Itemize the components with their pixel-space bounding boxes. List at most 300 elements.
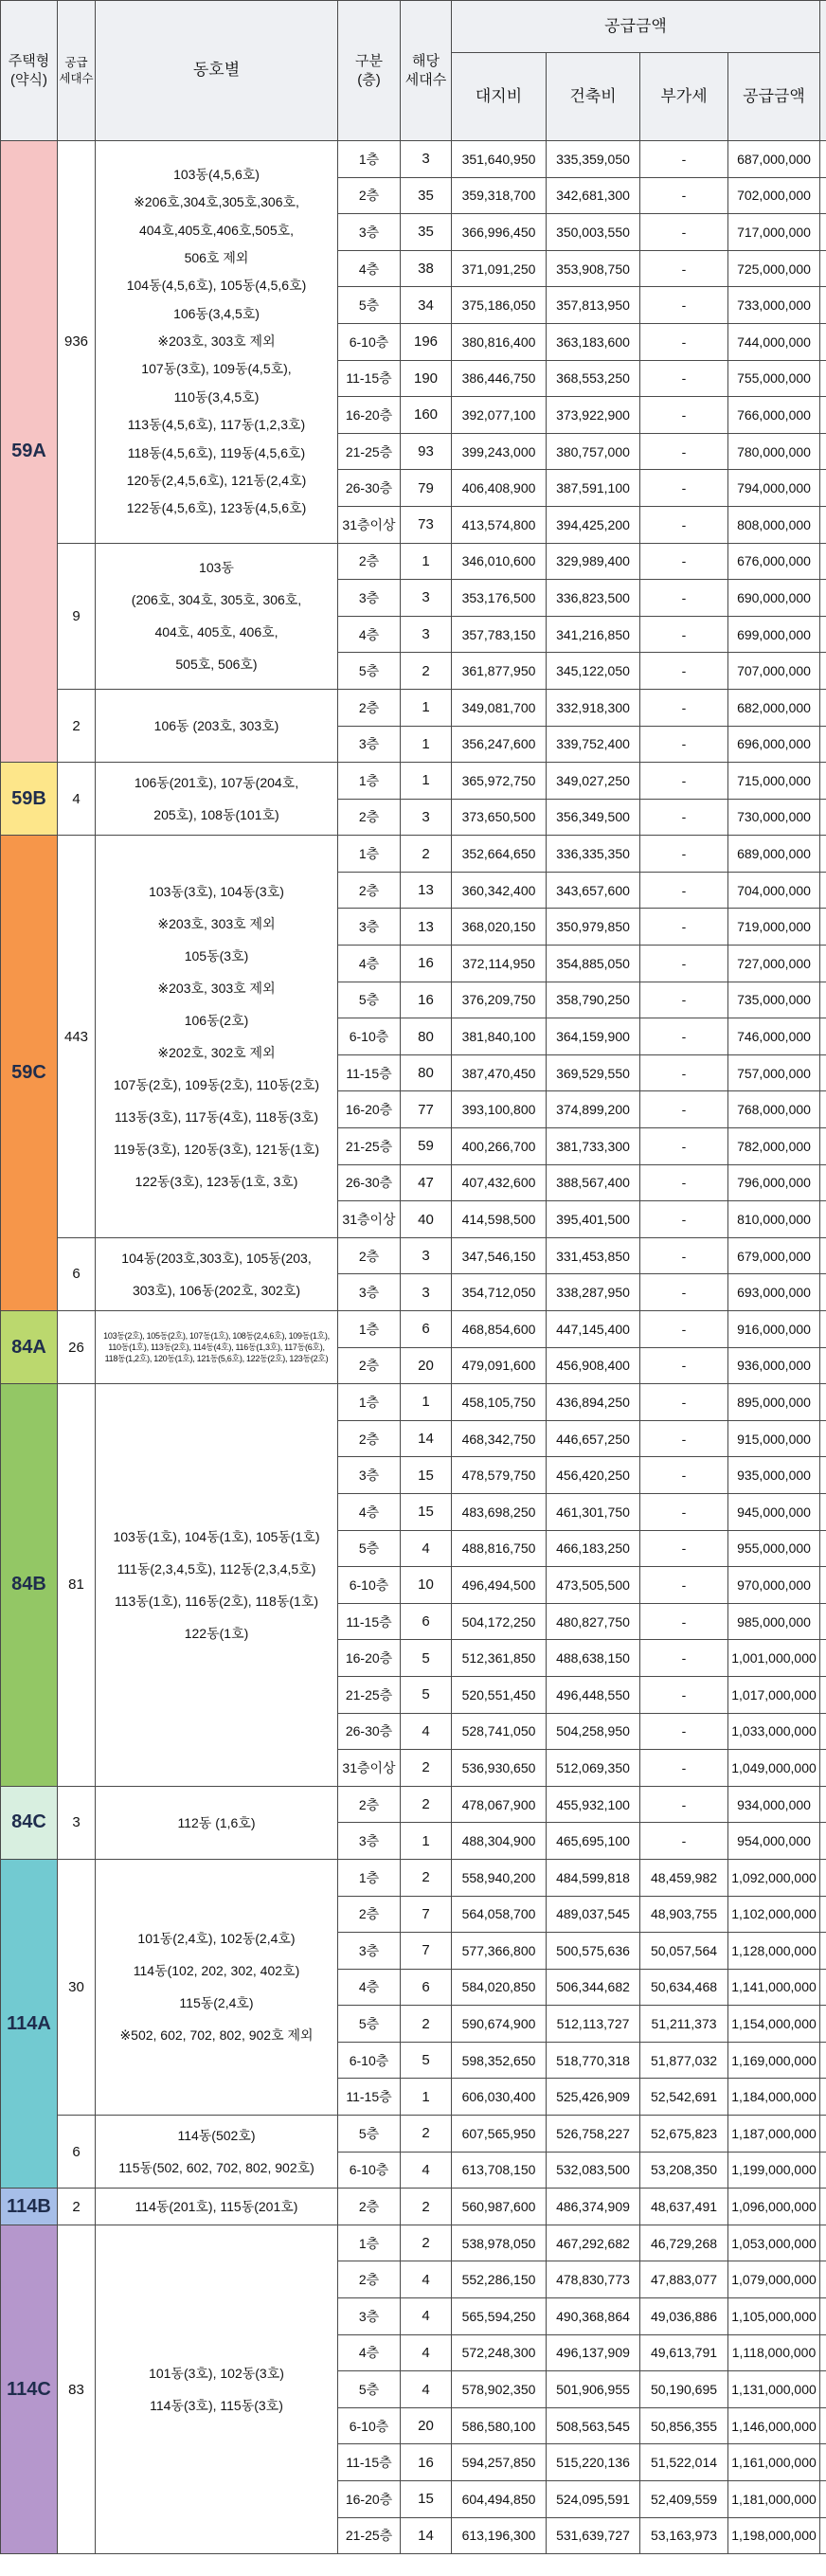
floor-cell: 3층 bbox=[338, 1274, 401, 1311]
supply-count-cell: 3 bbox=[58, 1786, 96, 1859]
unit-count-cell: 2 bbox=[401, 836, 452, 873]
vat-cell: - bbox=[640, 616, 728, 653]
floor-cell: 2층 bbox=[338, 177, 401, 214]
floor-cell: 3층 bbox=[338, 580, 401, 617]
supply-price-cell: 1,154,000,000 bbox=[728, 2006, 820, 2043]
building-cost-cell: 478,830,773 bbox=[547, 2261, 640, 2298]
floor-cell: 11-15층 bbox=[338, 1603, 401, 1640]
supply-price-cell: 687,000,000 bbox=[728, 141, 820, 178]
truncated-column-cell bbox=[820, 653, 826, 690]
land-cost-cell: 564,058,700 bbox=[452, 1896, 547, 1933]
building-units-cell: 103동(2호), 105동(2호), 107동(1호), 108동(2,4,6호), 109동(1호), 110동(1호), 113동(2호), 114동(4호), 116동(1,3호), 117동(6호), 118동(1,2호), 120동(1호), 121동(5,6호), 122동(2호), 123동(2호) bbox=[96, 1311, 338, 1384]
building-cost-cell: 526,758,227 bbox=[547, 2116, 640, 2153]
building-cost-cell: 456,908,400 bbox=[547, 1347, 640, 1384]
supply-price-cell: 1,131,000,000 bbox=[728, 2371, 820, 2408]
floor-cell: 6-10층 bbox=[338, 2152, 401, 2189]
vat-cell: 52,542,691 bbox=[640, 2079, 728, 2116]
land-cost-cell: 488,304,900 bbox=[452, 1823, 547, 1860]
floor-cell: 3층 bbox=[338, 726, 401, 763]
unit-count-cell: 59 bbox=[401, 1128, 452, 1165]
land-cost-cell: 373,650,500 bbox=[452, 799, 547, 836]
building-cost-cell: 532,083,500 bbox=[547, 2152, 640, 2189]
vat-cell: - bbox=[640, 1420, 728, 1457]
truncated-column-cell bbox=[820, 1018, 826, 1055]
truncated-column-cell bbox=[820, 2334, 826, 2371]
table-row bbox=[1, 1311, 826, 1348]
supply-price-cell: 766,000,000 bbox=[728, 397, 820, 434]
land-cost-cell: 578,902,350 bbox=[452, 2371, 547, 2408]
vat-cell: - bbox=[640, 287, 728, 324]
supply-price-cell: 782,000,000 bbox=[728, 1128, 820, 1165]
vat-cell: - bbox=[640, 872, 728, 909]
vat-cell: 51,522,014 bbox=[640, 2444, 728, 2481]
supply-count-cell: 936 bbox=[58, 141, 96, 544]
unit-type-cell: 59A bbox=[1, 141, 58, 763]
unit-count-cell: 1 bbox=[401, 726, 452, 763]
land-cost-cell: 381,840,100 bbox=[452, 1018, 547, 1055]
supply-price-cell: 699,000,000 bbox=[728, 616, 820, 653]
header-supply-price: 공급금액 bbox=[728, 53, 820, 141]
vat-cell: - bbox=[640, 909, 728, 946]
vat-cell: - bbox=[640, 141, 728, 178]
building-cost-cell: 336,823,500 bbox=[547, 580, 640, 617]
supply-price-cell: 934,000,000 bbox=[728, 1786, 820, 1823]
land-cost-cell: 375,186,050 bbox=[452, 287, 547, 324]
supply-price-cell: 727,000,000 bbox=[728, 946, 820, 982]
vat-cell: 53,163,973 bbox=[640, 2517, 728, 2554]
truncated-column-cell bbox=[820, 177, 826, 214]
supply-count-cell: 6 bbox=[58, 2116, 96, 2189]
table-row bbox=[1, 543, 826, 580]
building-cost-cell: 394,425,200 bbox=[547, 506, 640, 543]
truncated-column-cell bbox=[820, 909, 826, 946]
vat-cell: - bbox=[640, 1054, 728, 1091]
unit-count-cell: 47 bbox=[401, 1164, 452, 1201]
land-cost-cell: 468,854,600 bbox=[452, 1311, 547, 1348]
vat-cell: - bbox=[640, 323, 728, 360]
land-cost-cell: 372,114,950 bbox=[452, 946, 547, 982]
truncated-column-cell bbox=[820, 982, 826, 1018]
unit-type-cell: 84A bbox=[1, 1311, 58, 1384]
building-cost-cell: 531,639,727 bbox=[547, 2517, 640, 2554]
floor-cell: 1층 bbox=[338, 763, 401, 800]
floor-cell: 16-20층 bbox=[338, 397, 401, 434]
building-cost-cell: 524,095,591 bbox=[547, 2481, 640, 2518]
building-units-cell: 106동(201호), 107동(204호, 205호), 108동(101호) bbox=[96, 763, 338, 836]
land-cost-cell: 560,987,600 bbox=[452, 2189, 547, 2225]
vat-cell: - bbox=[640, 177, 728, 214]
land-cost-cell: 376,209,750 bbox=[452, 982, 547, 1018]
truncated-column-cell bbox=[820, 1786, 826, 1823]
unit-count-cell: 80 bbox=[401, 1054, 452, 1091]
truncated-column-cell bbox=[820, 287, 826, 324]
vat-cell: - bbox=[640, 653, 728, 690]
truncated-column-cell bbox=[820, 1896, 826, 1933]
vat-cell: - bbox=[640, 1018, 728, 1055]
floor-cell: 26-30층 bbox=[338, 1713, 401, 1750]
building-cost-cell: 335,359,050 bbox=[547, 141, 640, 178]
unit-count-cell: 15 bbox=[401, 1457, 452, 1494]
land-cost-cell: 478,067,900 bbox=[452, 1786, 547, 1823]
unit-count-cell: 5 bbox=[401, 2042, 452, 2079]
table-row bbox=[1, 1859, 826, 1896]
truncated-column-cell bbox=[820, 1823, 826, 1860]
floor-cell: 3층 bbox=[338, 214, 401, 251]
floor-cell: 4층 bbox=[338, 1969, 401, 2006]
land-cost-cell: 347,546,150 bbox=[452, 1237, 547, 1274]
supply-price-cell: 1,092,000,000 bbox=[728, 1859, 820, 1896]
unit-count-cell: 14 bbox=[401, 2517, 452, 2554]
truncated-column-cell bbox=[820, 763, 826, 800]
vat-cell: - bbox=[640, 360, 728, 397]
land-cost-cell: 479,091,600 bbox=[452, 1347, 547, 1384]
land-cost-cell: 496,494,500 bbox=[452, 1567, 547, 1604]
truncated-column-cell bbox=[820, 2079, 826, 2116]
building-units-cell: 114동(201호), 115동(201호) bbox=[96, 2189, 338, 2225]
unit-count-cell: 15 bbox=[401, 2481, 452, 2518]
supply-price-cell: 1,169,000,000 bbox=[728, 2042, 820, 2079]
supply-count-cell: 4 bbox=[58, 763, 96, 836]
building-cost-cell: 332,918,300 bbox=[547, 689, 640, 726]
truncated-column-cell bbox=[820, 1750, 826, 1787]
unit-count-cell: 7 bbox=[401, 1933, 452, 1970]
truncated-column-cell bbox=[820, 506, 826, 543]
floor-cell: 5층 bbox=[338, 287, 401, 324]
supply-price-cell: 735,000,000 bbox=[728, 982, 820, 1018]
vat-cell: - bbox=[640, 1091, 728, 1128]
unit-count-cell: 4 bbox=[401, 2152, 452, 2189]
supply-price-cell: 1,096,000,000 bbox=[728, 2189, 820, 2225]
land-cost-cell: 386,446,750 bbox=[452, 360, 547, 397]
building-cost-cell: 331,453,850 bbox=[547, 1237, 640, 1274]
land-cost-cell: 366,996,450 bbox=[452, 214, 547, 251]
building-units-cell: 103동(3호), 104동(3호) ※203호, 303호 제외 105동(3호) ※203호, 303호 제외 106동(2호) ※202호, 302호 제외 107동(2호), 109동(2호), 110동(2호) 113동(3호), 117동(4호), 118동(3호) 119동(3호), 120동(3호), 121동(1호) 122동(3호), 123동(1호, 3호) bbox=[96, 836, 338, 1238]
table-header bbox=[1, 1, 826, 141]
supply-price-cell: 1,198,000,000 bbox=[728, 2517, 820, 2554]
floor-cell: 6-10층 bbox=[338, 2407, 401, 2444]
table-row bbox=[1, 141, 826, 178]
truncated-column-cell bbox=[820, 1201, 826, 1238]
table-row bbox=[1, 1237, 826, 1274]
building-cost-cell: 364,159,900 bbox=[547, 1018, 640, 1055]
floor-cell: 1층 bbox=[338, 141, 401, 178]
header-row-top bbox=[1, 1, 826, 53]
vat-cell: - bbox=[640, 799, 728, 836]
floor-cell: 5층 bbox=[338, 2116, 401, 2153]
supply-price-cell: 717,000,000 bbox=[728, 214, 820, 251]
vat-cell: - bbox=[640, 214, 728, 251]
land-cost-cell: 352,664,650 bbox=[452, 836, 547, 873]
land-cost-cell: 357,783,150 bbox=[452, 616, 547, 653]
supply-price-cell: 808,000,000 bbox=[728, 506, 820, 543]
unit-count-cell: 7 bbox=[401, 1896, 452, 1933]
truncated-column-cell bbox=[820, 1384, 826, 1421]
floor-cell: 16-20층 bbox=[338, 1640, 401, 1677]
land-cost-cell: 483,698,250 bbox=[452, 1493, 547, 1530]
truncated-column-cell bbox=[820, 1091, 826, 1128]
truncated-column-cell bbox=[820, 2444, 826, 2481]
land-cost-cell: 558,940,200 bbox=[452, 1859, 547, 1896]
floor-cell: 2층 bbox=[338, 1347, 401, 1384]
table-row bbox=[1, 763, 826, 800]
unit-count-cell: 35 bbox=[401, 214, 452, 251]
unit-count-cell: 3 bbox=[401, 1274, 452, 1311]
unit-count-cell: 2 bbox=[401, 2189, 452, 2225]
building-cost-cell: 518,770,318 bbox=[547, 2042, 640, 2079]
building-cost-cell: 374,899,200 bbox=[547, 1091, 640, 1128]
header-building-cost: 건축비 bbox=[547, 53, 640, 141]
building-units-cell: 103동(4,5,6호) ※206호,304호,305호,306호, 404호,405호,406호,505호, 506호 제외 104동(4,5,6호), 105동(4,5,6호) 106동(3,4,5호) ※203호, 303호 제외 107동(3호), 109동(4,5호), 110동(3,4,5호) 113동(4,5,6호), 117동(1,2,3호) 118동(4,5,6호), 119동(4,5,6호) 120동(2,4,5,6호), 121동(2,4호) 122동(4,5,6호), 123동(4,5,6호) bbox=[96, 141, 338, 544]
truncated-column-cell bbox=[820, 1567, 826, 1604]
supply-price-cell: 744,000,000 bbox=[728, 323, 820, 360]
building-cost-cell: 490,368,864 bbox=[547, 2298, 640, 2335]
floor-cell: 1층 bbox=[338, 1311, 401, 1348]
land-cost-cell: 407,432,600 bbox=[452, 1164, 547, 1201]
vat-cell: 50,856,355 bbox=[640, 2407, 728, 2444]
building-cost-cell: 357,813,950 bbox=[547, 287, 640, 324]
vat-cell: 48,637,491 bbox=[640, 2189, 728, 2225]
land-cost-cell: 488,816,750 bbox=[452, 1530, 547, 1567]
building-cost-cell: 489,037,545 bbox=[547, 1896, 640, 1933]
land-cost-cell: 607,565,950 bbox=[452, 2116, 547, 2153]
unit-count-cell: 4 bbox=[401, 1713, 452, 1750]
supply-price-cell: 768,000,000 bbox=[728, 1091, 820, 1128]
unit-count-cell: 2 bbox=[401, 1859, 452, 1896]
supply-price-cell: 704,000,000 bbox=[728, 872, 820, 909]
unit-type-cell: 59C bbox=[1, 836, 58, 1311]
supply-price-cell: 970,000,000 bbox=[728, 1567, 820, 1604]
land-cost-cell: 536,930,650 bbox=[452, 1750, 547, 1787]
land-cost-cell: 353,176,500 bbox=[452, 580, 547, 617]
supply-price-cell: 954,000,000 bbox=[728, 1823, 820, 1860]
building-units-cell: 112동 (1,6호) bbox=[96, 1786, 338, 1859]
truncated-column-cell bbox=[820, 360, 826, 397]
supply-price-cell: 1,146,000,000 bbox=[728, 2407, 820, 2444]
truncated-column-cell bbox=[820, 323, 826, 360]
truncated-column-cell bbox=[820, 2152, 826, 2189]
floor-cell: 16-20층 bbox=[338, 1091, 401, 1128]
vat-cell: 48,459,982 bbox=[640, 1859, 728, 1896]
unit-type-cell: 84B bbox=[1, 1384, 58, 1787]
truncated-column-cell bbox=[820, 543, 826, 580]
supply-price-cell: 1,033,000,000 bbox=[728, 1713, 820, 1750]
land-cost-cell: 604,494,850 bbox=[452, 2481, 547, 2518]
truncated-column-cell bbox=[820, 2481, 826, 2518]
truncated-column-cell bbox=[820, 1713, 826, 1750]
vat-cell: 53,208,350 bbox=[640, 2152, 728, 2189]
floor-cell: 2층 bbox=[338, 689, 401, 726]
vat-cell: - bbox=[640, 250, 728, 287]
floor-cell: 2층 bbox=[338, 1420, 401, 1457]
land-cost-cell: 356,247,600 bbox=[452, 726, 547, 763]
building-units-cell: 101동(2,4호), 102동(2,4호) 114동(102, 202, 302, 402호) 115동(2,4호) ※502, 602, 702, 802, 902호 제외 bbox=[96, 1859, 338, 2115]
building-units-cell: 104동(203호,303호), 105동(203, 303호), 106동(202호, 302호) bbox=[96, 1237, 338, 1310]
table-row bbox=[1, 2225, 826, 2261]
supply-count-cell: 443 bbox=[58, 836, 96, 1238]
vat-cell: 51,211,373 bbox=[640, 2006, 728, 2043]
floor-cell: 3층 bbox=[338, 1823, 401, 1860]
floor-cell: 1층 bbox=[338, 2225, 401, 2261]
land-cost-cell: 606,030,400 bbox=[452, 2079, 547, 2116]
vat-cell: - bbox=[640, 726, 728, 763]
supply-price-cell: 715,000,000 bbox=[728, 763, 820, 800]
vat-cell: 50,634,468 bbox=[640, 1969, 728, 2006]
building-cost-cell: 504,258,950 bbox=[547, 1713, 640, 1750]
vat-cell: - bbox=[640, 433, 728, 470]
vat-cell: - bbox=[640, 836, 728, 873]
supply-price-cell: 936,000,000 bbox=[728, 1347, 820, 1384]
supply-price-cell: 690,000,000 bbox=[728, 580, 820, 617]
land-cost-cell: 613,708,150 bbox=[452, 2152, 547, 2189]
building-cost-cell: 496,137,909 bbox=[547, 2334, 640, 2371]
building-cost-cell: 387,591,100 bbox=[547, 470, 640, 507]
land-cost-cell: 371,091,250 bbox=[452, 250, 547, 287]
header-truncated-column bbox=[820, 1, 826, 141]
truncated-column-cell bbox=[820, 1933, 826, 1970]
header-floor: 구분 (층) bbox=[338, 1, 401, 141]
supply-price-cell: 746,000,000 bbox=[728, 1018, 820, 1055]
unit-count-cell: 93 bbox=[401, 433, 452, 470]
vat-cell: - bbox=[640, 470, 728, 507]
building-cost-cell: 356,349,500 bbox=[547, 799, 640, 836]
supply-count-cell: 9 bbox=[58, 543, 96, 689]
truncated-column-cell bbox=[820, 872, 826, 909]
floor-cell: 4층 bbox=[338, 1493, 401, 1530]
unit-count-cell: 3 bbox=[401, 141, 452, 178]
supply-price-cell: 915,000,000 bbox=[728, 1420, 820, 1457]
vat-cell: - bbox=[640, 1603, 728, 1640]
truncated-column-cell bbox=[820, 250, 826, 287]
building-cost-cell: 338,287,950 bbox=[547, 1274, 640, 1311]
unit-type-cell: 114B bbox=[1, 2189, 58, 2225]
building-cost-cell: 395,401,500 bbox=[547, 1201, 640, 1238]
unit-count-cell: 13 bbox=[401, 909, 452, 946]
supply-price-cell: 945,000,000 bbox=[728, 1493, 820, 1530]
floor-cell: 6-10층 bbox=[338, 2042, 401, 2079]
building-cost-cell: 508,563,545 bbox=[547, 2407, 640, 2444]
unit-count-cell: 3 bbox=[401, 616, 452, 653]
vat-cell: - bbox=[640, 1128, 728, 1165]
vat-cell: - bbox=[640, 1164, 728, 1201]
truncated-column-cell bbox=[820, 2517, 826, 2554]
supply-price-cell: 1,079,000,000 bbox=[728, 2261, 820, 2298]
unit-count-cell: 2 bbox=[401, 1750, 452, 1787]
vat-cell: - bbox=[640, 1530, 728, 1567]
unit-type-cell: 84C bbox=[1, 1786, 58, 1859]
truncated-column-cell bbox=[820, 1420, 826, 1457]
header-unit-count: 해당 세대수 bbox=[401, 1, 452, 141]
unit-count-cell: 38 bbox=[401, 250, 452, 287]
unit-count-cell: 4 bbox=[401, 2371, 452, 2408]
floor-cell: 6-10층 bbox=[338, 1567, 401, 1604]
table-row bbox=[1, 1384, 826, 1421]
land-cost-cell: 392,077,100 bbox=[452, 397, 547, 434]
supply-price-cell: 1,128,000,000 bbox=[728, 1933, 820, 1970]
vat-cell: 46,729,268 bbox=[640, 2225, 728, 2261]
floor-cell: 31층이상 bbox=[338, 1201, 401, 1238]
floor-cell: 3층 bbox=[338, 1933, 401, 1970]
unit-count-cell: 13 bbox=[401, 872, 452, 909]
land-cost-cell: 565,594,250 bbox=[452, 2298, 547, 2335]
unit-type-cell: 114A bbox=[1, 1859, 58, 2188]
building-cost-cell: 465,695,100 bbox=[547, 1823, 640, 1860]
floor-cell: 1층 bbox=[338, 1859, 401, 1896]
unit-count-cell: 2 bbox=[401, 2225, 452, 2261]
building-cost-cell: 455,932,100 bbox=[547, 1786, 640, 1823]
truncated-column-cell bbox=[820, 1493, 826, 1530]
truncated-column-cell bbox=[820, 580, 826, 617]
unit-count-cell: 190 bbox=[401, 360, 452, 397]
floor-cell: 4층 bbox=[338, 2334, 401, 2371]
floor-cell: 6-10층 bbox=[338, 1018, 401, 1055]
truncated-column-cell bbox=[820, 1640, 826, 1677]
building-cost-cell: 525,426,909 bbox=[547, 2079, 640, 2116]
building-cost-cell: 343,657,600 bbox=[547, 872, 640, 909]
building-cost-cell: 515,220,136 bbox=[547, 2444, 640, 2481]
table-row bbox=[1, 836, 826, 873]
building-cost-cell: 512,113,727 bbox=[547, 2006, 640, 2043]
floor-cell: 1층 bbox=[338, 1384, 401, 1421]
land-cost-cell: 406,408,900 bbox=[452, 470, 547, 507]
supply-price-cell: 955,000,000 bbox=[728, 1530, 820, 1567]
supply-price-cell: 1,199,000,000 bbox=[728, 2152, 820, 2189]
truncated-column-cell bbox=[820, 946, 826, 982]
vat-cell: 50,190,695 bbox=[640, 2371, 728, 2408]
building-cost-cell: 358,790,250 bbox=[547, 982, 640, 1018]
unit-count-cell: 77 bbox=[401, 1091, 452, 1128]
building-cost-cell: 342,681,300 bbox=[547, 177, 640, 214]
vat-cell: - bbox=[640, 1274, 728, 1311]
supply-count-cell: 81 bbox=[58, 1384, 96, 1787]
supply-price-cell: 702,000,000 bbox=[728, 177, 820, 214]
floor-cell: 2층 bbox=[338, 543, 401, 580]
floor-cell: 11-15층 bbox=[338, 2444, 401, 2481]
supply-price-cell: 719,000,000 bbox=[728, 909, 820, 946]
supply-price-cell: 1,161,000,000 bbox=[728, 2444, 820, 2481]
floor-cell: 2층 bbox=[338, 1237, 401, 1274]
unit-count-cell: 10 bbox=[401, 1567, 452, 1604]
floor-cell: 11-15층 bbox=[338, 360, 401, 397]
unit-count-cell: 16 bbox=[401, 946, 452, 982]
supply-price-cell: 707,000,000 bbox=[728, 653, 820, 690]
building-cost-cell: 436,894,250 bbox=[547, 1384, 640, 1421]
vat-cell: - bbox=[640, 1713, 728, 1750]
building-cost-cell: 484,599,818 bbox=[547, 1859, 640, 1896]
vat-cell: - bbox=[640, 1311, 728, 1348]
floor-cell: 21-25층 bbox=[338, 1676, 401, 1713]
vat-cell: - bbox=[640, 580, 728, 617]
truncated-column-cell bbox=[820, 214, 826, 251]
building-cost-cell: 354,885,050 bbox=[547, 946, 640, 982]
floor-cell: 26-30층 bbox=[338, 1164, 401, 1201]
unit-count-cell: 2 bbox=[401, 653, 452, 690]
vat-cell: - bbox=[640, 1201, 728, 1238]
building-cost-cell: 329,989,400 bbox=[547, 543, 640, 580]
truncated-column-cell bbox=[820, 1237, 826, 1274]
supply-price-cell: 1,001,000,000 bbox=[728, 1640, 820, 1677]
unit-count-cell: 6 bbox=[401, 1969, 452, 2006]
unit-count-cell: 35 bbox=[401, 177, 452, 214]
unit-count-cell: 14 bbox=[401, 1420, 452, 1457]
land-cost-cell: 399,243,000 bbox=[452, 433, 547, 470]
floor-cell: 21-25층 bbox=[338, 433, 401, 470]
building-cost-cell: 480,827,750 bbox=[547, 1603, 640, 1640]
unit-count-cell: 3 bbox=[401, 799, 452, 836]
supply-price-cell: 1,184,000,000 bbox=[728, 2079, 820, 2116]
unit-count-cell: 2 bbox=[401, 2006, 452, 2043]
building-cost-cell: 456,420,250 bbox=[547, 1457, 640, 1494]
floor-cell: 31층이상 bbox=[338, 1750, 401, 1787]
